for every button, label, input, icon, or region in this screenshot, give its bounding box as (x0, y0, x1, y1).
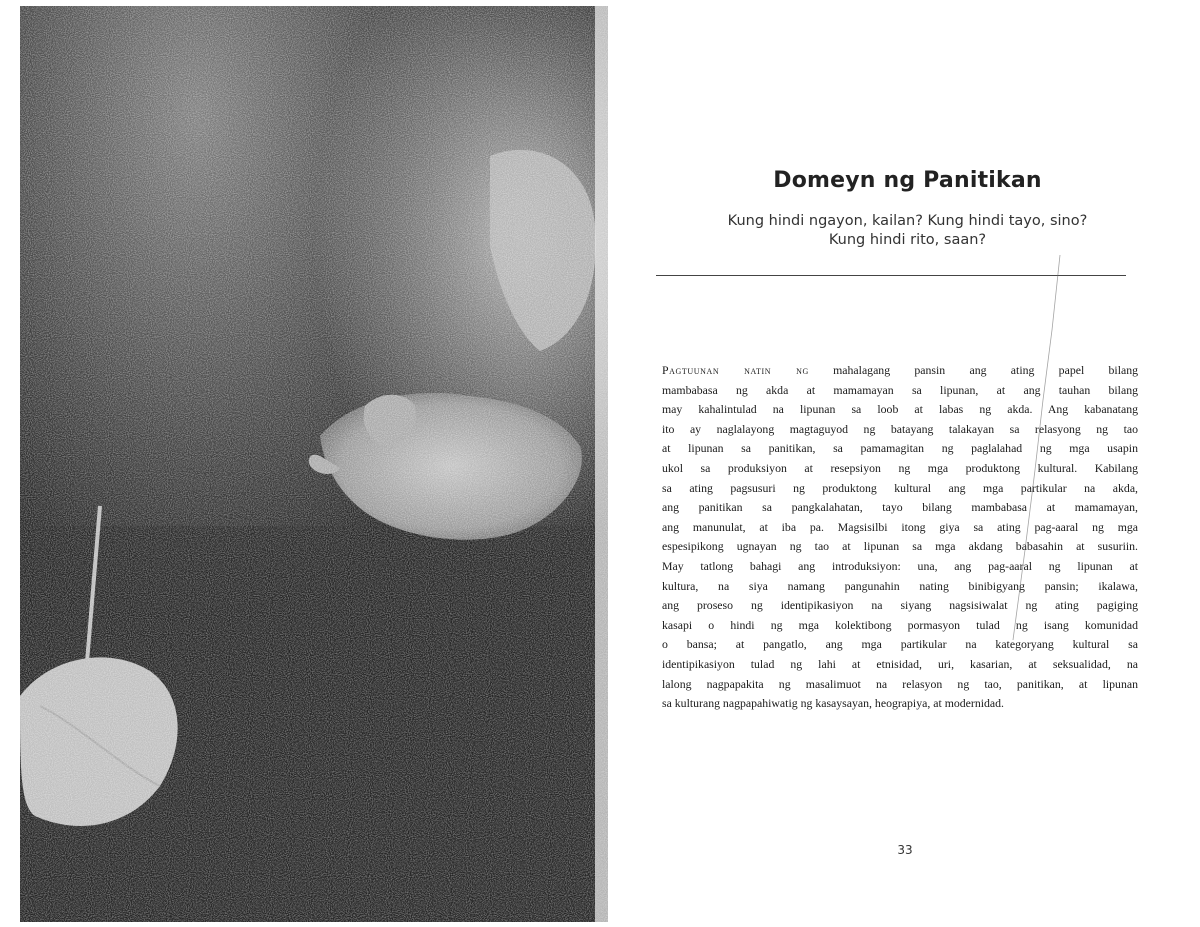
body-line: espesipikong ugnayan ng tao at lipunan sa mga akdang babasahin at susuriin. (662, 539, 1138, 554)
body-line: mambabasa ng akda at mamamayan sa lipunan, at ang tauhan bilang (662, 382, 1138, 397)
body-line: sa ating pagsusuri ng produktong kultural ang mga partikular na akda, (662, 480, 1138, 495)
body-line: May tatlong bahagi ang introduksiyon: una, ang pag-aaral ng lipunan at (662, 558, 1138, 573)
epigraph-line: Kung hindi rito, saan? (828, 232, 987, 248)
title-rule (656, 275, 1126, 276)
chapter-title: Domeyn ng Panitikan (773, 168, 1042, 193)
body-line: sa kulturang nagpapahiwatig ng kasaysayan, heograpiya, at modernidad. (662, 696, 1005, 711)
right-page (615, 0, 1200, 927)
body-line: identipikasiyon tulad ng lahi at etnisidad, uri, kasarian, at seksualidad, na (662, 656, 1138, 671)
body-line: ang proseso ng identipikasiyon na siyang nagsisiwalat ng ating pagiging (662, 598, 1138, 613)
body-line: may kahalintulad na lipunan sa loob at labas ng akda. Ang kabanatang (662, 402, 1138, 417)
photo-illustration (20, 6, 608, 922)
body-paragraph (662, 361, 1138, 714)
body-line-text: mahalagang pansin ang ating papel bilang (808, 363, 1139, 377)
body-line: at lipunan sa panitikan, sa pamamagitan ng paglalahad ng mga usapin (662, 441, 1138, 456)
body-line: o bansa; at pangatlo, ang mga partikular na kategoryang kultural sa (662, 637, 1138, 652)
paragraph-lead: Pagtuunan natin ng (662, 363, 809, 377)
body-line: ang manunulat, at iba pa. Magsisilbi itong giya sa ating pag-aaral ng mga (662, 519, 1138, 534)
body-line: kasapi o hindi ng mga kolektibong pormasyon tulad ng isang komunidad (662, 617, 1138, 632)
page-number: 33 (897, 843, 913, 857)
left-page-photo (20, 6, 608, 922)
body-line (662, 361, 1138, 381)
body-line: lalong nagpapakita ng masalimuot na relasyon ng tao, panitikan, at lipunan (662, 676, 1138, 691)
epigraph (615, 212, 1200, 250)
body-line: ukol sa produksiyon at resepsiyon ng mga produktong kultural. Kabilang (662, 460, 1138, 475)
body-line: ang panitikan sa pangkalahatan, tayo bilang mambabasa at mamamayan, (662, 500, 1138, 515)
epigraph-line: Kung hindi ngayon, kailan? Kung hindi tayo, sino? (727, 213, 1088, 229)
body-line: kultura, na siya namang pangunahin nating binibigyang pansin; ikalawa, (662, 578, 1138, 593)
body-line: ito ay naglalayong magtaguyod ng batayang talakayan sa relasyong ng tao (662, 421, 1138, 436)
